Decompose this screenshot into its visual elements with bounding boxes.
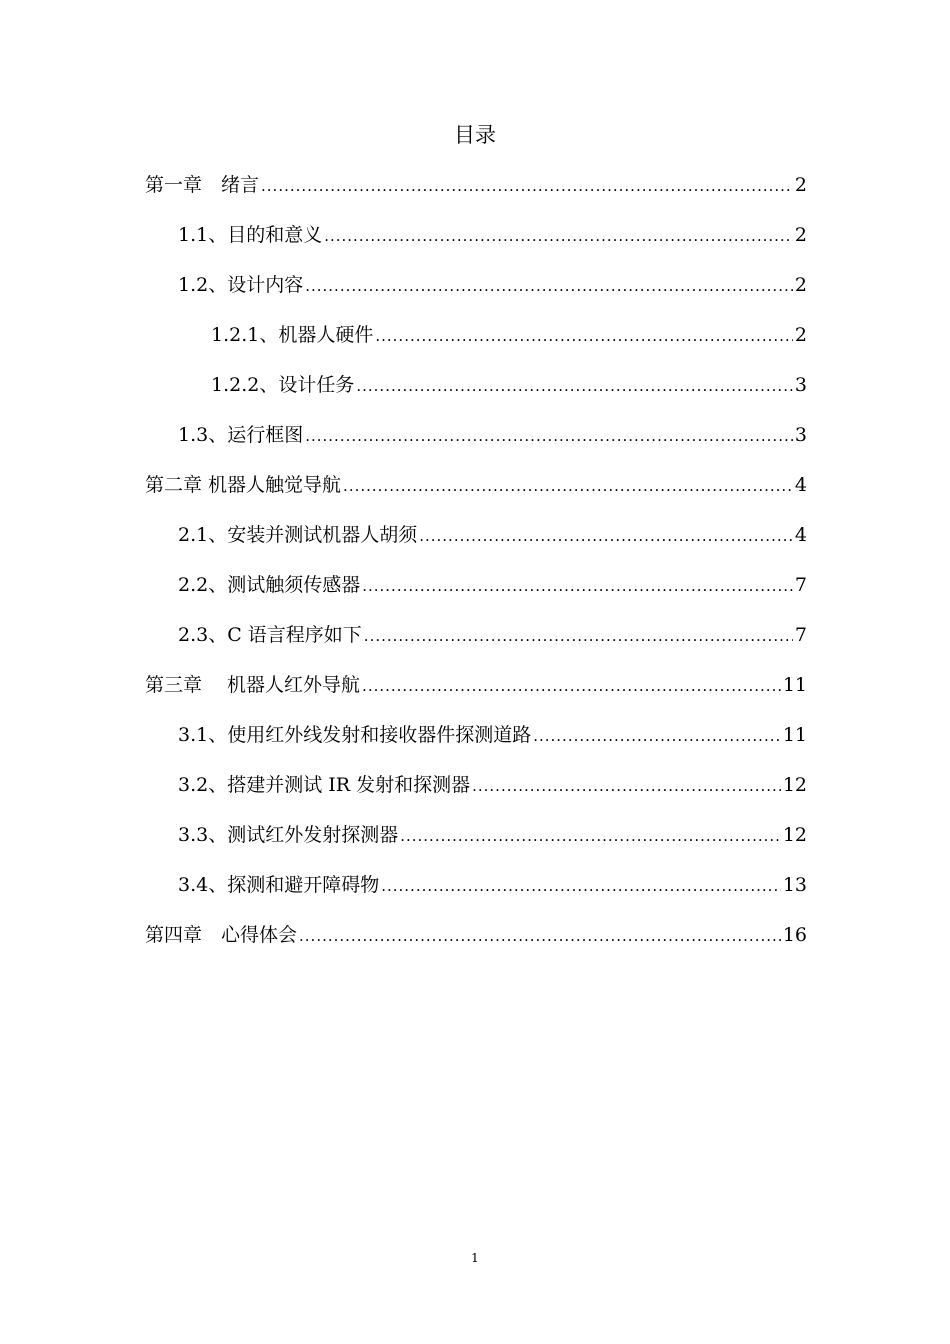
- toc-entry-label: 3.1、使用红外线发射和接收器件探测道路: [178, 724, 532, 746]
- toc-entry-label: 1.2、设计内容: [178, 274, 304, 296]
- toc-dot-leader: [419, 521, 793, 551]
- toc-dot-leader: [375, 321, 793, 351]
- toc-dot-leader: [400, 821, 781, 851]
- toc-dot-leader: [533, 721, 781, 751]
- toc-entry-label: 1.3、运行框图: [178, 424, 304, 446]
- toc-dot-leader: [299, 921, 781, 951]
- toc-entry-page: 11: [782, 724, 807, 746]
- toc-dot-leader: [364, 621, 793, 651]
- toc-dot-leader: [261, 171, 793, 201]
- toc-entry-page: 2: [794, 224, 807, 246]
- toc-entry[interactable]: [178, 270, 807, 300]
- toc-entry-page: 4: [794, 524, 807, 546]
- toc-dot-leader: [343, 471, 793, 501]
- toc-entry-label: 第二章 机器人触觉导航: [145, 474, 342, 496]
- toc-dot-leader: [381, 871, 781, 901]
- toc-entry-label: 2.1、安装并测试机器人胡须: [178, 524, 418, 546]
- toc-entry-page: 2: [794, 174, 807, 196]
- toc-entry-page: 2: [794, 324, 807, 346]
- toc-dot-leader: [305, 271, 793, 301]
- toc-entry[interactable]: [178, 720, 807, 750]
- toc-entry[interactable]: [145, 670, 807, 700]
- toc-entry-label: 1.2.1、机器人硬件: [211, 324, 374, 346]
- toc-dot-leader: [324, 221, 793, 251]
- toc-entry[interactable]: [145, 920, 807, 950]
- toc-entry-page: 12: [782, 774, 807, 796]
- toc-entry[interactable]: [145, 170, 807, 200]
- toc-dot-leader: [305, 421, 793, 451]
- toc-dot-leader: [362, 671, 781, 701]
- toc-entry-label: 2.3、C 语言程序如下: [178, 624, 362, 646]
- toc-entry[interactable]: [178, 420, 807, 450]
- toc-entry[interactable]: [211, 320, 807, 350]
- toc-entry[interactable]: [178, 520, 807, 550]
- toc-entry-label: 第四章 心得体会: [145, 924, 298, 946]
- toc-entry-label: 1.2.2、设计任务: [211, 374, 355, 396]
- toc-entry-page: 16: [782, 924, 807, 946]
- toc-entry-page: 7: [794, 574, 807, 596]
- toc-dot-leader: [356, 371, 793, 401]
- toc-dot-leader: [472, 771, 781, 801]
- toc-entry-page: 7: [794, 624, 807, 646]
- toc-entry-label: 3.3、测试红外发射探测器: [178, 824, 399, 846]
- toc-entry-label: 1.1、目的和意义: [178, 224, 323, 246]
- toc-entry-page: 3: [794, 374, 807, 396]
- toc-entry[interactable]: [178, 620, 807, 650]
- toc-entry[interactable]: [178, 820, 807, 850]
- toc-entry[interactable]: [178, 770, 807, 800]
- toc-entry-page: 3: [794, 424, 807, 446]
- toc-entry-label: 3.2、搭建并测试 IR 发射和探测器: [178, 774, 471, 796]
- toc-entry-page: 13: [782, 874, 807, 896]
- toc-entry-label: 2.2、测试触须传感器: [178, 574, 361, 596]
- toc-entry[interactable]: [211, 370, 807, 400]
- toc-entry[interactable]: [178, 220, 807, 250]
- toc-entry-label: 第三章 机器人红外导航: [145, 674, 361, 696]
- toc-entry[interactable]: [178, 570, 807, 600]
- toc-entry[interactable]: [178, 870, 807, 900]
- toc-entry-page: 11: [782, 674, 807, 696]
- toc-title: 目录: [454, 123, 496, 147]
- toc-dot-leader: [362, 571, 793, 601]
- toc-entry-label: 3.4、探测和避开障碍物: [178, 874, 380, 896]
- toc-entry-page: 4: [794, 474, 807, 496]
- toc-entry-page: 2: [794, 274, 807, 296]
- page-number: 1: [471, 1251, 479, 1265]
- toc-entry-page: 12: [782, 824, 807, 846]
- toc-entry-label: 第一章 绪言: [145, 174, 260, 196]
- toc-entry[interactable]: [145, 470, 807, 500]
